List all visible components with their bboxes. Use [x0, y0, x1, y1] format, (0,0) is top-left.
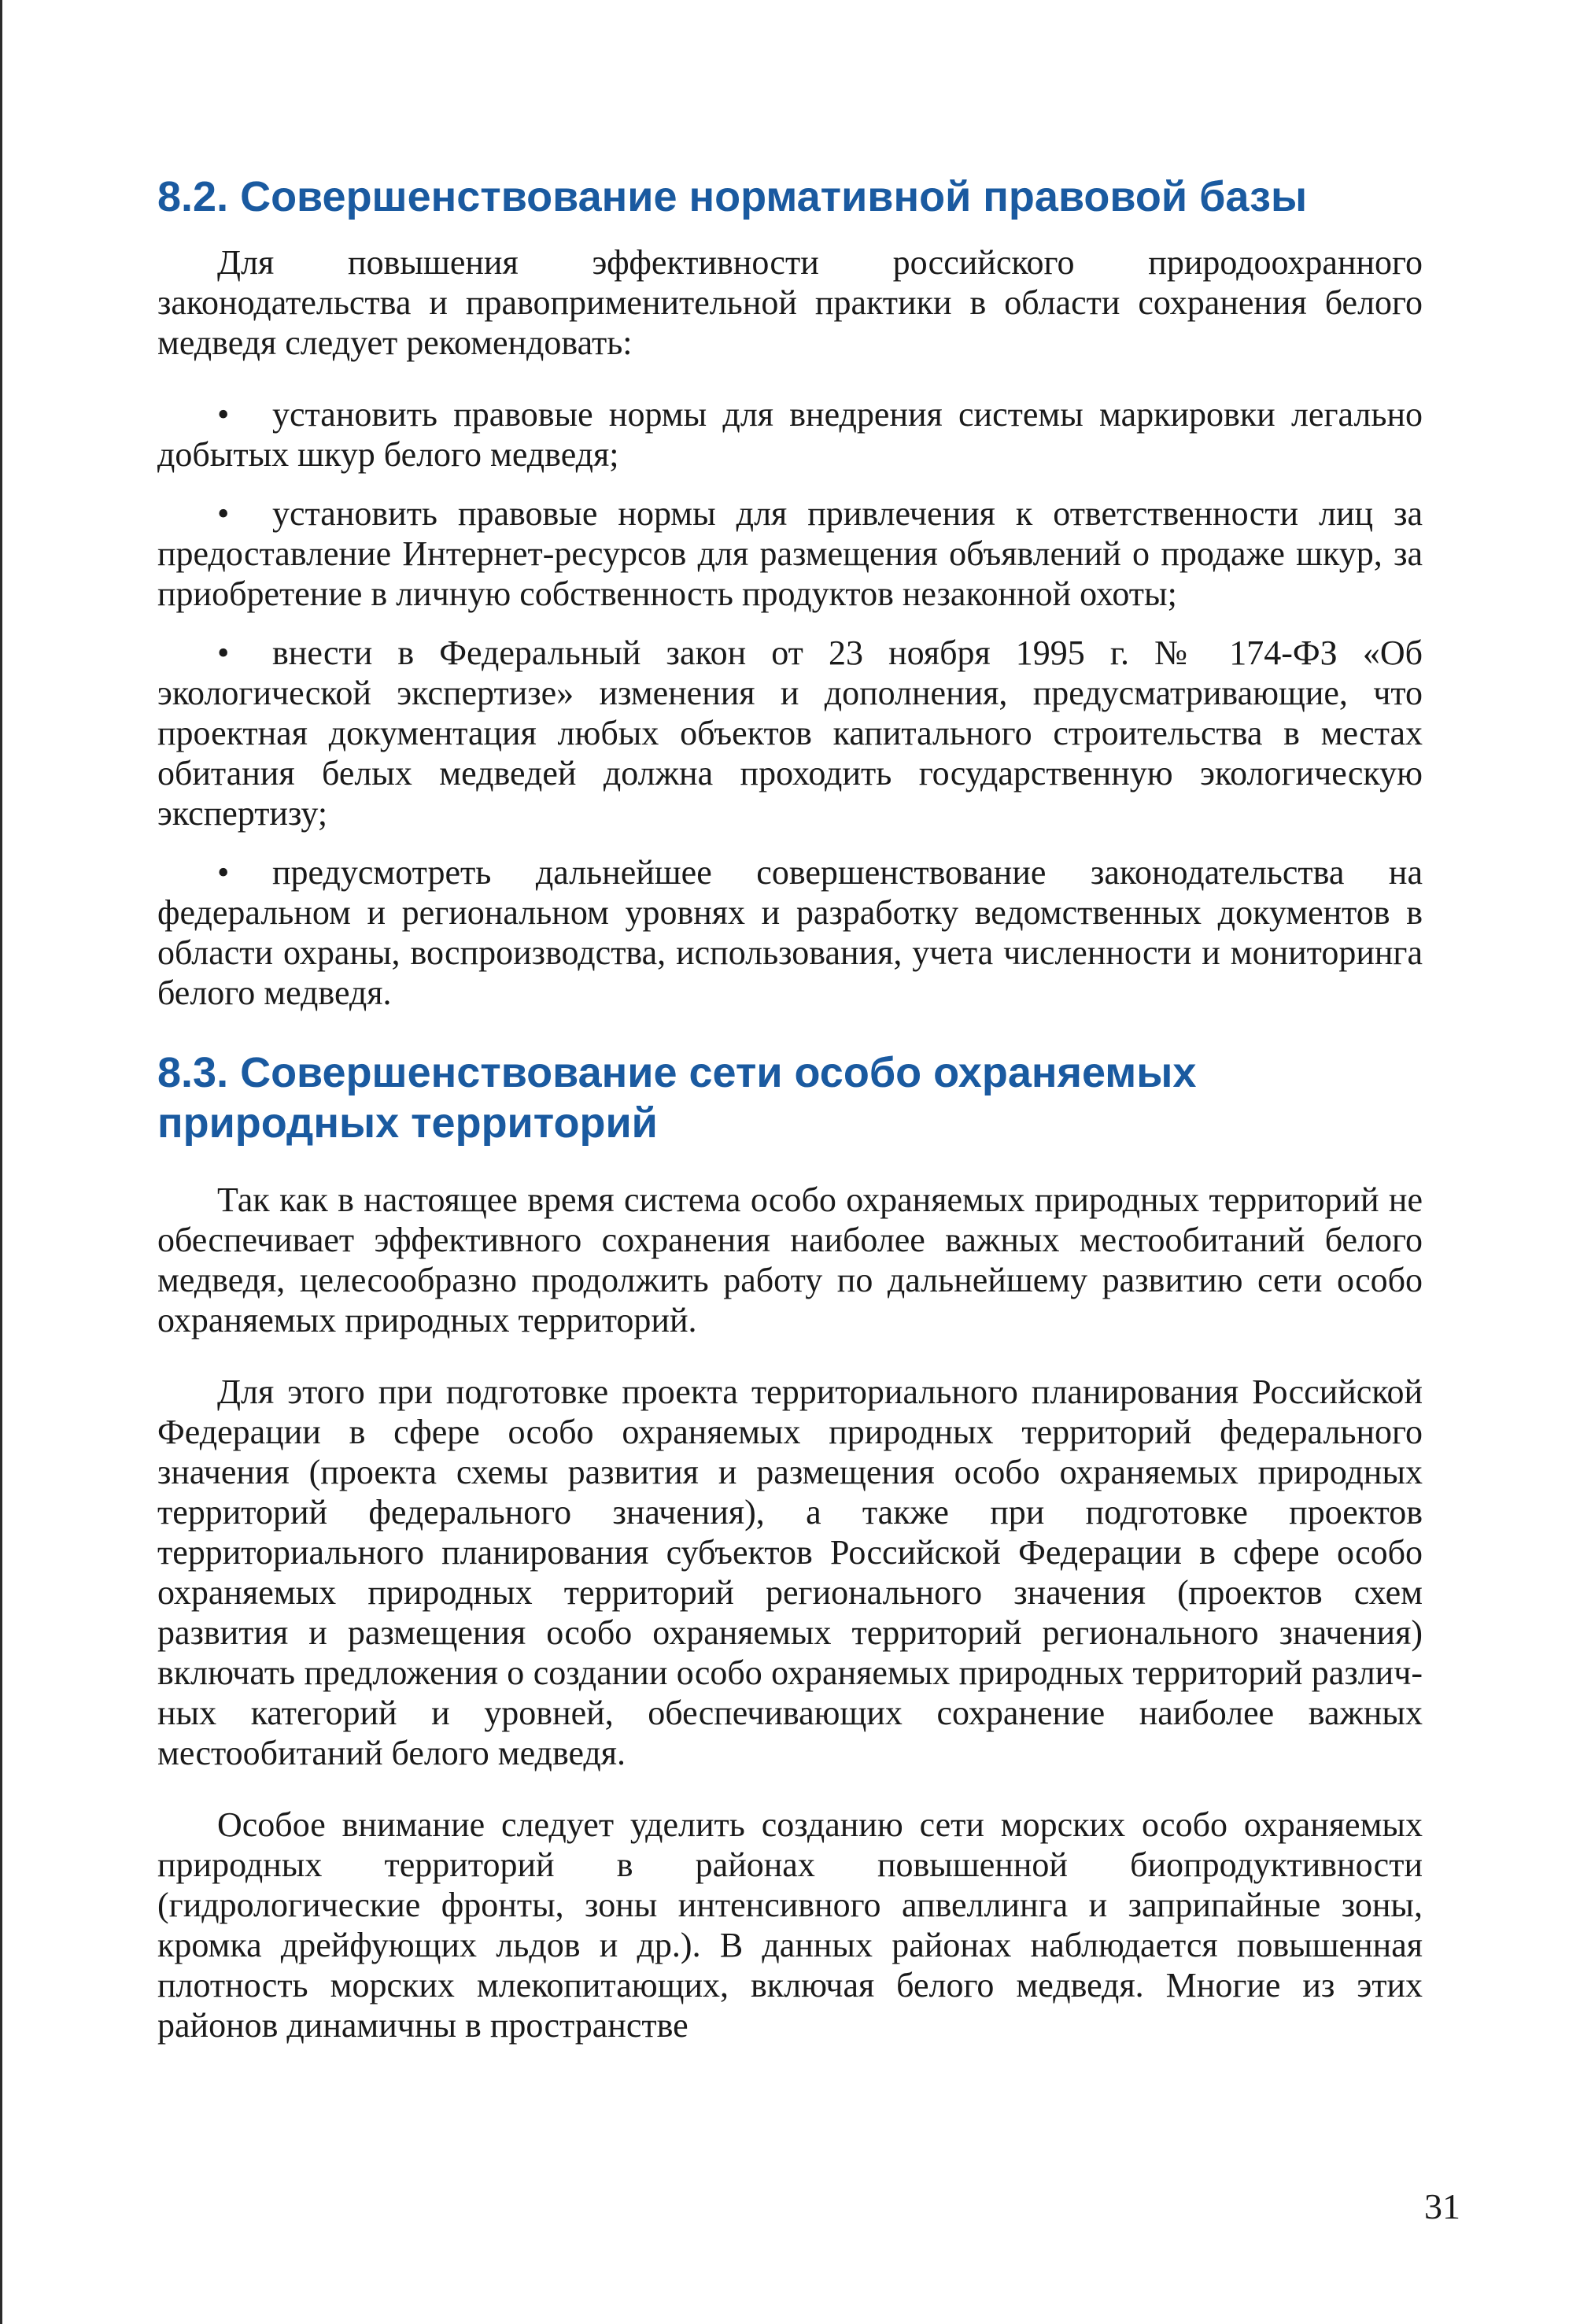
bullet-item: [157, 493, 1423, 614]
bullet-dot: •: [217, 853, 230, 892]
bullet-text: установить правовые нормы для привлечения к ответственности лиц за предоставление Интернет-ресурсов для размещения объявлений о продаже шкур, за приобретение в личную собственность продуктов незаконной охоты;: [157, 494, 1423, 613]
section-83-paragraph: Особое внимание следует уделить созданию сети морских особо охраняемых природных территорий в районах повышенной биопродуктивности (гидрологические фронты, зоны интенсивного апвеллинга и заприпайные зоны, кромка дрейфующих льдов и др.). В данных районах наблюдается повышенная плотность морских млекопитающих, включая белого медведя. Многие из этих районов динамичны в пространстве: [157, 1805, 1423, 2045]
section-83-heading-line2: природных территорий: [157, 1099, 658, 1147]
bullet-item: [157, 633, 1423, 833]
section-83-heading: [157, 1047, 1423, 1148]
bullet-dot: •: [217, 494, 230, 533]
section-82-heading: 8.2. Совершенствование нормативной правовой базы: [157, 173, 1308, 220]
bullet-item: [157, 852, 1423, 1013]
bullet-item: [157, 394, 1423, 475]
section-83-paragraph: Для этого при подготовке проекта территориального планирования Российской Федерации в сфере особо охраняемых природных территорий федерального значения (проекта схемы развития и размещения особо охраняемых природных территорий федерального значения), а также при подготовке проектов территориального планирования субъектов Российской Федерации в сфере особо охраняемых природных территорий регионального значения (проектов схем развития и размещения особо охраняемых территорий регионального значения) включать предложения о создании особо охраняемых природных территорий различных категорий и уровней, обеспечивающих сохранение наиболее важных местообитаний белого медведя.: [157, 1373, 1423, 1772]
page-number: 31: [1424, 2186, 1460, 2226]
bullet-dot: •: [217, 634, 230, 672]
bullet-text: внести в Федеральный закон от 23 ноября 1995 г. № 174-ФЗ «Об экологической экспертизе» изменения и дополнения, предусматривающие, что проектная документация любых объектов капитального строительства в местах обитания белых медведей должна проходить государственную экологическую экспертизу;: [157, 634, 1423, 833]
page-edge-line: [0, 0, 2, 2324]
section-83-paragraph: Так как в настоящее время система особо охраняемых природных территорий не обеспечивает эффективного сохранения наиболее важных местообитаний белого медведя, целесообразно продолжить работу по дальнейшему развитию сети особо охраняемых природных территорий.: [157, 1180, 1423, 1339]
bullet-dot: •: [217, 395, 230, 434]
bullet-text: установить правовые нормы для внедрения системы маркировки легально добытых шкур белого медведя;: [157, 395, 1423, 474]
bullet-text: предусмотреть дальнейшее совершенствование законодательства на федеральном и региональном уровнях и разработку ведомственных документов в области охраны, воспроизводства, использования, учета численности и мониторинга белого медведя.: [157, 853, 1423, 1012]
page-content: [157, 172, 1423, 2045]
section-83-heading-line1: 8.3. Совершенствование сети особо охраняемых: [157, 1049, 1197, 1096]
section-82-intro: Для повышения эффективности российского природоохранного законодательства и правоприменительной практики в области сохранения белого медведя следует рекомендовать:: [157, 243, 1423, 362]
